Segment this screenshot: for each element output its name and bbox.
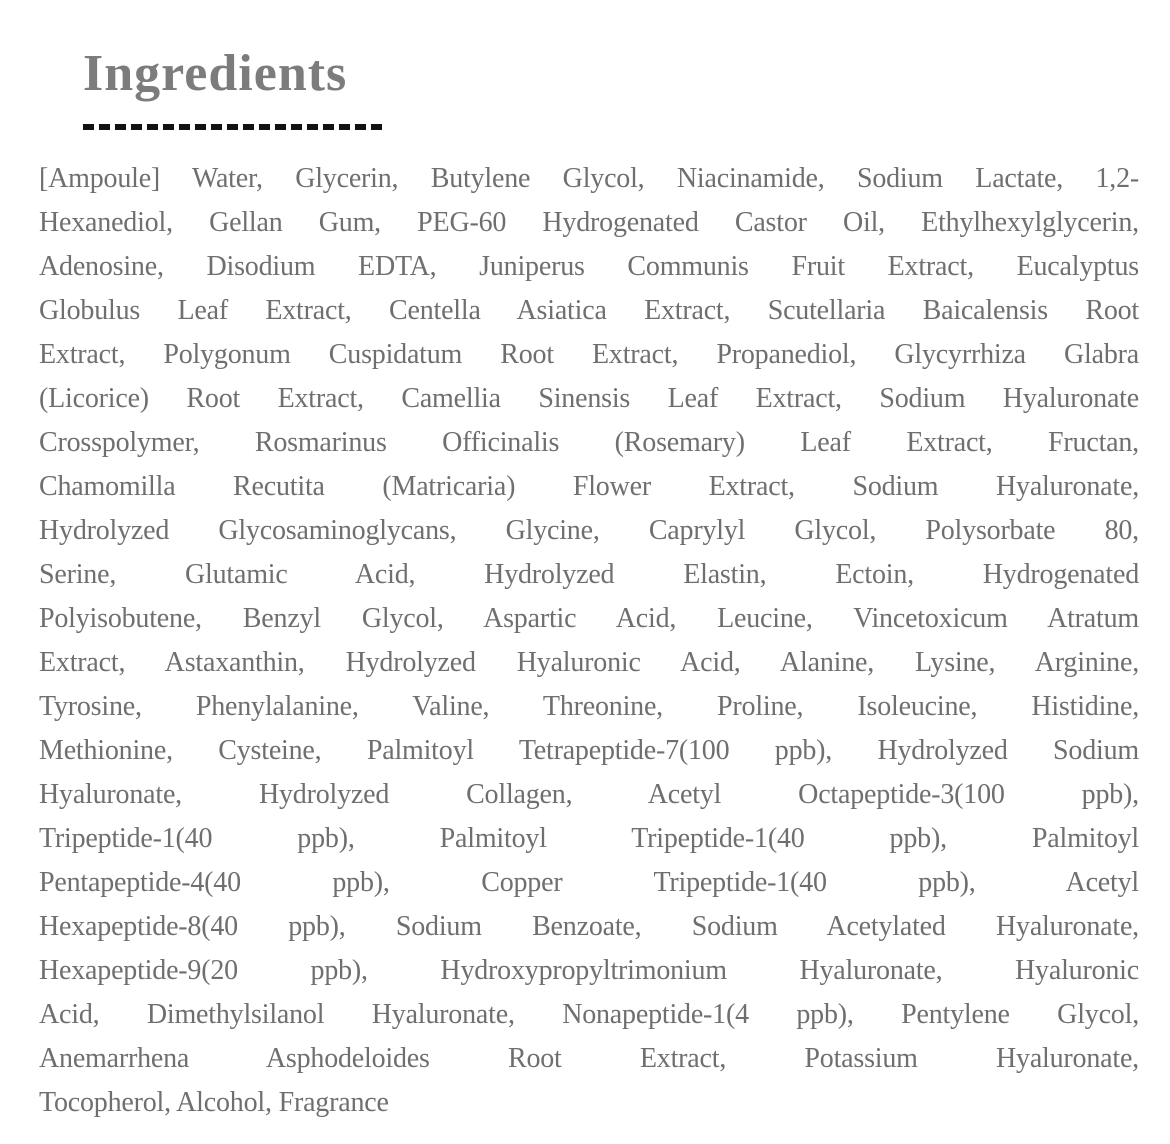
ingredients-line: (Licorice) Root Extract, Camellia Sinensis Leaf Extract, Sodium Hyaluronate: [39, 383, 1139, 414]
dashed-divider: [83, 124, 384, 130]
ingredients-line: Pentapeptide-4(40 ppb), Copper Tripeptide-1(40 ppb), Acetyl: [39, 867, 1139, 898]
ingredients-section: [0, 46, 1170, 1144]
ingredients-line: Extract, Polygonum Cuspidatum Root Extract, Propanediol, Glycyrrhiza Glabra: [39, 339, 1139, 370]
ingredients-line: Hexapeptide-8(40 ppb), Sodium Benzoate, Sodium Acetylated Hyaluronate,: [39, 911, 1139, 942]
ingredients-line: Tocopherol, Alcohol, Fragrance: [39, 1087, 389, 1118]
ingredients-line: Extract, Astaxanthin, Hydrolyzed Hyaluronic Acid, Alanine, Lysine, Arginine,: [39, 647, 1139, 678]
ingredients-line: Polyisobutene, Benzyl Glycol, Aspartic Acid, Leucine, Vincetoxicum Atratum: [39, 603, 1139, 634]
ingredients-line: Tyrosine, Phenylalanine, Valine, Threonine, Proline, Isoleucine, Histidine,: [39, 691, 1139, 722]
ingredients-paragraph: [39, 157, 1139, 1125]
ingredients-line: Anemarrhena Asphodeloides Root Extract, Potassium Hyaluronate,: [39, 1043, 1139, 1074]
ingredients-line: Serine, Glutamic Acid, Hydrolyzed Elastin, Ectoin, Hydrogenated: [39, 559, 1139, 590]
ingredients-line: [Ampoule] Water, Glycerin, Butylene Glycol, Niacinamide, Sodium Lactate, 1,2-: [39, 163, 1139, 194]
ingredients-line: Crosspolymer, Rosmarinus Officinalis (Rosemary) Leaf Extract, Fructan,: [39, 427, 1139, 458]
ingredients-line: Hyaluronate, Hydrolyzed Collagen, Acetyl Octapeptide-3(100 ppb),: [39, 779, 1139, 810]
ingredients-line: Tripeptide-1(40 ppb), Palmitoyl Tripeptide-1(40 ppb), Palmitoyl: [39, 823, 1139, 854]
ingredients-line: Hydrolyzed Glycosaminoglycans, Glycine, Caprylyl Glycol, Polysorbate 80,: [39, 515, 1139, 546]
ingredients-line: Globulus Leaf Extract, Centella Asiatica Extract, Scutellaria Baicalensis Root: [39, 295, 1139, 326]
ingredients-line: Chamomilla Recutita (Matricaria) Flower Extract, Sodium Hyaluronate,: [39, 471, 1139, 502]
ingredients-line: Hexapeptide-9(20 ppb), Hydroxypropyltrimonium Hyaluronate, Hyaluronic: [39, 955, 1139, 986]
ingredients-line: Adenosine, Disodium EDTA, Juniperus Communis Fruit Extract, Eucalyptus: [39, 251, 1139, 282]
section-title: Ingredients: [83, 45, 348, 102]
ingredients-line: Hexanediol, Gellan Gum, PEG-60 Hydrogenated Castor Oil, Ethylhexylglycerin,: [39, 207, 1139, 238]
ingredients-line: Acid, Dimethylsilanol Hyaluronate, Nonapeptide-1(4 ppb), Pentylene Glycol,: [39, 999, 1139, 1030]
ingredients-line: Methionine, Cysteine, Palmitoyl Tetrapeptide-7(100 ppb), Hydrolyzed Sodium: [39, 735, 1139, 766]
